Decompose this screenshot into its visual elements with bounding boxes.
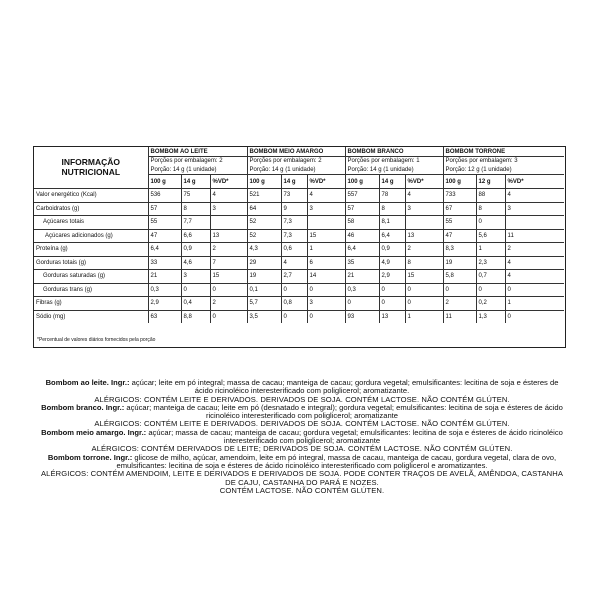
- nutrient-value: 557: [345, 189, 379, 203]
- portion-branco: Porção: 14 g (1 unidade): [345, 166, 443, 175]
- unit-header: 100 g: [443, 175, 476, 189]
- nutrient-label: Proteína (g): [34, 243, 148, 257]
- nutrient-value: 0: [307, 283, 345, 297]
- portion-torrone: Porção: 12 g (1 unidade): [443, 166, 564, 175]
- nutrient-value: 8: [379, 202, 405, 216]
- nutrition-facts-panel: [33, 146, 566, 348]
- nutrient-value: 4,9: [379, 256, 405, 270]
- nutrient-value: 0,3: [148, 283, 181, 297]
- nutrient-value: 19: [247, 270, 281, 284]
- nutrient-value: 11: [505, 229, 564, 243]
- nutrient-value: 1: [307, 243, 345, 257]
- nutrient-value: 33: [148, 256, 181, 270]
- panel-title: [34, 147, 148, 189]
- ingredients-meio-amargo-title: Bombom meio amargo. Ingr.:: [41, 427, 147, 437]
- nutrient-value: 5,7: [247, 297, 281, 311]
- nutrient-value: 1: [405, 310, 443, 323]
- nutrient-value: 63: [148, 310, 181, 323]
- nutrient-value: 0,3: [345, 283, 379, 297]
- nutrient-value: 3: [505, 202, 564, 216]
- nutrient-value: 0,4: [181, 297, 210, 311]
- dv-footnote: *Percentual de valores diários fornecidos pela porção: [37, 337, 156, 343]
- nutrient-value: 13: [405, 229, 443, 243]
- nutrient-value: 15: [210, 270, 247, 284]
- ingredients-section: [36, 379, 568, 495]
- nutrient-value: 8,3: [443, 243, 476, 257]
- nutrient-label: Gorduras saturadas (g): [34, 270, 148, 284]
- nutrient-value: 2,9: [379, 270, 405, 284]
- allergens-ao-leite: ALÉRGICOS: CONTÉM LEITE E DERIVADOS. DERIVADOS DE SOJA. CONTÉM LACTOSE. NÃO CONTÉM GLÚTEN.: [94, 394, 510, 404]
- nutrient-value: 0: [476, 216, 505, 230]
- ingredients-torrone-text: glicose de milho, açúcar, amendoim, leite em pó integral, massa de cacau, manteiga de cacau, gordura vegetal, clara de ovo, emulsificantes: lecitina de soja e ésteres de ácido ricinoléico interesterificado com poliglicerol e aromatizantes.: [116, 452, 557, 470]
- nutrient-value: 57: [345, 202, 379, 216]
- nutrient-value: 13: [210, 229, 247, 243]
- nutrient-value: 5,8: [443, 270, 476, 284]
- unit-header: 100 g: [148, 175, 181, 189]
- portion-meio-amargo: Porção: 14 g (1 unidade): [247, 166, 345, 175]
- nutrient-value: 0: [345, 297, 379, 311]
- nutrient-value: 0,7: [476, 270, 505, 284]
- nutrient-value: 67: [443, 202, 476, 216]
- nutrient-value: 7: [210, 256, 247, 270]
- nutrient-value: 2: [405, 243, 443, 257]
- nutrient-value: 0,9: [379, 243, 405, 257]
- nutrient-value: 4: [210, 189, 247, 203]
- nutrient-value: 0,6: [281, 243, 307, 257]
- ingredients-torrone-title: Bombom torrone. Ingr.:: [47, 452, 133, 462]
- nutrient-label: Valor energético (Kcal): [34, 189, 148, 203]
- unit-header: 14 g: [379, 175, 405, 189]
- nutrient-value: 0: [210, 283, 247, 297]
- nutrient-value: 13: [379, 310, 405, 323]
- nutrient-value: 0: [405, 297, 443, 311]
- allergens-meio-amargo: ALÉRGICOS: CONTÉM DERIVADOS DE LEITE; DERIVADOS DE SOJA. CONTÉM LACTOSE. NÃO CONTÉM GLÚTEN.: [91, 444, 513, 454]
- nutrient-value: 64: [247, 202, 281, 216]
- product-name-ao-leite: BOMBOM AO LEITE: [148, 147, 247, 157]
- nutrient-value: 0,1: [247, 283, 281, 297]
- nutrient-value: 0: [476, 283, 505, 297]
- nutrient-label: Gorduras trans (g): [34, 283, 148, 297]
- nutrient-value: 3: [181, 270, 210, 284]
- ingredients-torrone: [36, 454, 568, 471]
- allergens-branco: ALÉRGICOS: CONTÉM LEITE E DERIVADOS. DERIVADOS DE SOJA. CONTÉM LACTOSE. NÃO CONTÉM GLÚTEN.: [94, 419, 510, 429]
- nutrient-value: 46: [345, 229, 379, 243]
- nutrient-value: 58: [345, 216, 379, 230]
- nutrient-row: [34, 243, 564, 257]
- panel-title-line1: INFORMAÇÃO: [61, 156, 121, 167]
- nutrient-value: 4: [505, 189, 564, 203]
- unit-header: 14 g: [281, 175, 307, 189]
- product-name-meio-amargo: BOMBOM MEIO AMARGO: [247, 147, 345, 157]
- nutrient-value: 15: [405, 270, 443, 284]
- nutrient-value: 733: [443, 189, 476, 203]
- nutrient-value: 7,7: [181, 216, 210, 230]
- nutrient-label: Fibras (g): [34, 297, 148, 311]
- nutrient-value: 4: [505, 270, 564, 284]
- nutrient-value: 52: [247, 216, 281, 230]
- nutrient-row: [34, 310, 564, 323]
- nutrient-value: 0: [281, 283, 307, 297]
- nutrient-value: 1: [476, 243, 505, 257]
- nutrient-value: 73: [281, 189, 307, 203]
- nutrient-value: [405, 216, 443, 230]
- nutrient-value: 0: [210, 310, 247, 323]
- nutrient-value: 21: [148, 270, 181, 284]
- nutrient-value: 21: [345, 270, 379, 284]
- nutrient-value: 5,6: [476, 229, 505, 243]
- nutrient-value: 2: [505, 243, 564, 257]
- nutrient-value: 55: [148, 216, 181, 230]
- nutrient-value: 3: [210, 202, 247, 216]
- nutrient-value: 15: [307, 229, 345, 243]
- nutrient-value: 78: [379, 189, 405, 203]
- nutrient-value: 8,1: [379, 216, 405, 230]
- nutrient-value: 3: [307, 297, 345, 311]
- ingredients-branco: [36, 404, 568, 421]
- nutrition-table: [34, 147, 564, 323]
- nutrient-label: Sódio (mg): [34, 310, 148, 323]
- servings-branco: Porções por embalagem: 1: [345, 157, 443, 166]
- nutrient-value: 14: [307, 270, 345, 284]
- nutrient-value: 47: [148, 229, 181, 243]
- nutrient-value: 55: [443, 216, 476, 230]
- nutrient-value: 0,9: [181, 243, 210, 257]
- nutrient-value: 2: [210, 297, 247, 311]
- nutrient-value: 3,5: [247, 310, 281, 323]
- ingredients-meio-amargo: [36, 429, 568, 446]
- nutrient-value: 2: [210, 243, 247, 257]
- nutrient-value: 536: [148, 189, 181, 203]
- lactose-torrone: CONTÉM LACTOSE. NÃO CONTÉM GLÚTEN.: [219, 485, 385, 495]
- nutrient-value: 9: [281, 202, 307, 216]
- nutrient-value: 0,8: [281, 297, 307, 311]
- unit-header: %VD*: [307, 175, 345, 189]
- servings-torrone: Porções por embalagem: 3: [443, 157, 564, 166]
- nutrient-row: [34, 189, 564, 203]
- nutrient-value: 6,6: [181, 229, 210, 243]
- allergens-torrone: ALÉRGICOS: CONTÉM AMENDOIM, LEITE E DERIVADOS E DERIVADOS DE SOJA. PODE CONTER TRAÇOS DE AVELÃ, AMÊNDOA, CASTANHA DE CAJU, CASTANHA DO PARÁ E NOZES.: [40, 469, 563, 487]
- unit-header: 100 g: [247, 175, 281, 189]
- nutrient-value: 11: [443, 310, 476, 323]
- nutrient-value: 8: [181, 202, 210, 216]
- nutrient-value: 0: [181, 283, 210, 297]
- nutrient-row: [34, 297, 564, 311]
- nutrient-value: 0,2: [476, 297, 505, 311]
- nutrient-value: 0: [443, 283, 476, 297]
- nutrient-value: 1: [505, 297, 564, 311]
- unit-header: 100 g: [345, 175, 379, 189]
- unit-header: %VD*: [505, 175, 564, 189]
- nutrient-value: 6: [307, 256, 345, 270]
- nutrient-value: [307, 216, 345, 230]
- nutrient-row: [34, 229, 564, 243]
- nutrient-value: 0: [405, 283, 443, 297]
- nutrient-row: [34, 270, 564, 284]
- nutrient-value: 8: [405, 256, 443, 270]
- unit-header: 12 g: [476, 175, 505, 189]
- nutrient-value: 3: [307, 202, 345, 216]
- nutrient-value: 2,9: [148, 297, 181, 311]
- product-name-branco: BOMBOM BRANCO: [345, 147, 443, 157]
- nutrient-value: 6,4: [379, 229, 405, 243]
- nutrient-row: [34, 283, 564, 297]
- nutrient-value: 7,3: [281, 229, 307, 243]
- nutrient-value: 4,3: [247, 243, 281, 257]
- nutrient-value: 8: [476, 202, 505, 216]
- portion-ao-leite: Porção: 14 g (1 unidade): [148, 166, 247, 175]
- nutrient-value: 4: [405, 189, 443, 203]
- unit-header: %VD*: [210, 175, 247, 189]
- nutrient-value: 0: [307, 310, 345, 323]
- nutrient-value: 35: [345, 256, 379, 270]
- nutrient-value: 93: [345, 310, 379, 323]
- nutrient-value: 7,3: [281, 216, 307, 230]
- nutrient-value: 88: [476, 189, 505, 203]
- nutrient-value: 75: [181, 189, 210, 203]
- servings-meio-amargo: Porções por embalagem: 2: [247, 157, 345, 166]
- ingredients-branco-title: Bombom branco. Ingr.:: [41, 402, 125, 412]
- nutrient-value: 2,3: [476, 256, 505, 270]
- ingredients-ao-leite-title: Bombom ao leite. Ingr.:: [45, 378, 130, 387]
- nutrient-value: 4: [307, 189, 345, 203]
- nutrient-label: Açúcares adicionados (g): [34, 229, 148, 243]
- nutrient-value: [210, 216, 247, 230]
- ingredients-ao-leite-text: açúcar; leite em pó integral; massa de cacau; manteiga de cacau; gordura vegetal; emulsificantes: lecitina de soja e ésteres de ácido ricinoléico interesterificado com poliglicerol; aromatizante.: [129, 378, 559, 396]
- nutrient-value: [505, 216, 564, 230]
- nutrient-label: Carboidratos (g): [34, 202, 148, 216]
- ingredients-meio-amargo-text: açúcar; massa de cacau; manteiga de cacau; gordura vegetal; emulsificantes: lecitina de soja e ésteres de ácido ricinoléico interesterificado com poliglicerol; aromatizante: [146, 427, 563, 446]
- ingredients-branco-text: açúcar; manteiga de cacau; leite em pó (desnatado e integral); gordura vegetal; emulsificantes: lecitina de soja e ésteres de ácido ricinoléico interesterificado com poliglicerol; aromatizante: [124, 402, 563, 421]
- nutrient-value: 0: [281, 310, 307, 323]
- nutrient-value: 6,4: [148, 243, 181, 257]
- nutrient-value: 0: [505, 310, 564, 323]
- ingredients-ao-leite: [36, 379, 568, 396]
- nutrient-label: Gorduras totais (g): [34, 256, 148, 270]
- nutrient-value: 521: [247, 189, 281, 203]
- nutrient-value: 2: [443, 297, 476, 311]
- nutrient-row: [34, 202, 564, 216]
- nutrient-value: 3: [405, 202, 443, 216]
- nutrient-value: 6,4: [345, 243, 379, 257]
- nutrient-value: 29: [247, 256, 281, 270]
- nutrient-row: [34, 216, 564, 230]
- nutrient-value: 57: [148, 202, 181, 216]
- nutrient-value: 1,3: [476, 310, 505, 323]
- nutrient-value: 52: [247, 229, 281, 243]
- nutrient-value: 0: [379, 297, 405, 311]
- servings-ao-leite: Porções por embalagem: 2: [148, 157, 247, 166]
- nutrient-value: 4,6: [181, 256, 210, 270]
- nutrient-value: 0: [379, 283, 405, 297]
- nutrient-value: 8,8: [181, 310, 210, 323]
- nutrient-value: 0: [505, 283, 564, 297]
- nutrient-value: 4: [281, 256, 307, 270]
- unit-header: 14 g: [181, 175, 210, 189]
- nutrient-value: 19: [443, 256, 476, 270]
- unit-header: %VD*: [405, 175, 443, 189]
- nutrient-value: 4: [505, 256, 564, 270]
- nutrient-row: [34, 256, 564, 270]
- nutrient-label: Açúcares totais: [34, 216, 148, 230]
- nutrient-value: 2,7: [281, 270, 307, 284]
- product-name-torrone: BOMBOM TORRONE: [443, 147, 564, 157]
- nutrient-value: 47: [443, 229, 476, 243]
- panel-title-line2: NUTRICIONAL: [61, 166, 121, 177]
